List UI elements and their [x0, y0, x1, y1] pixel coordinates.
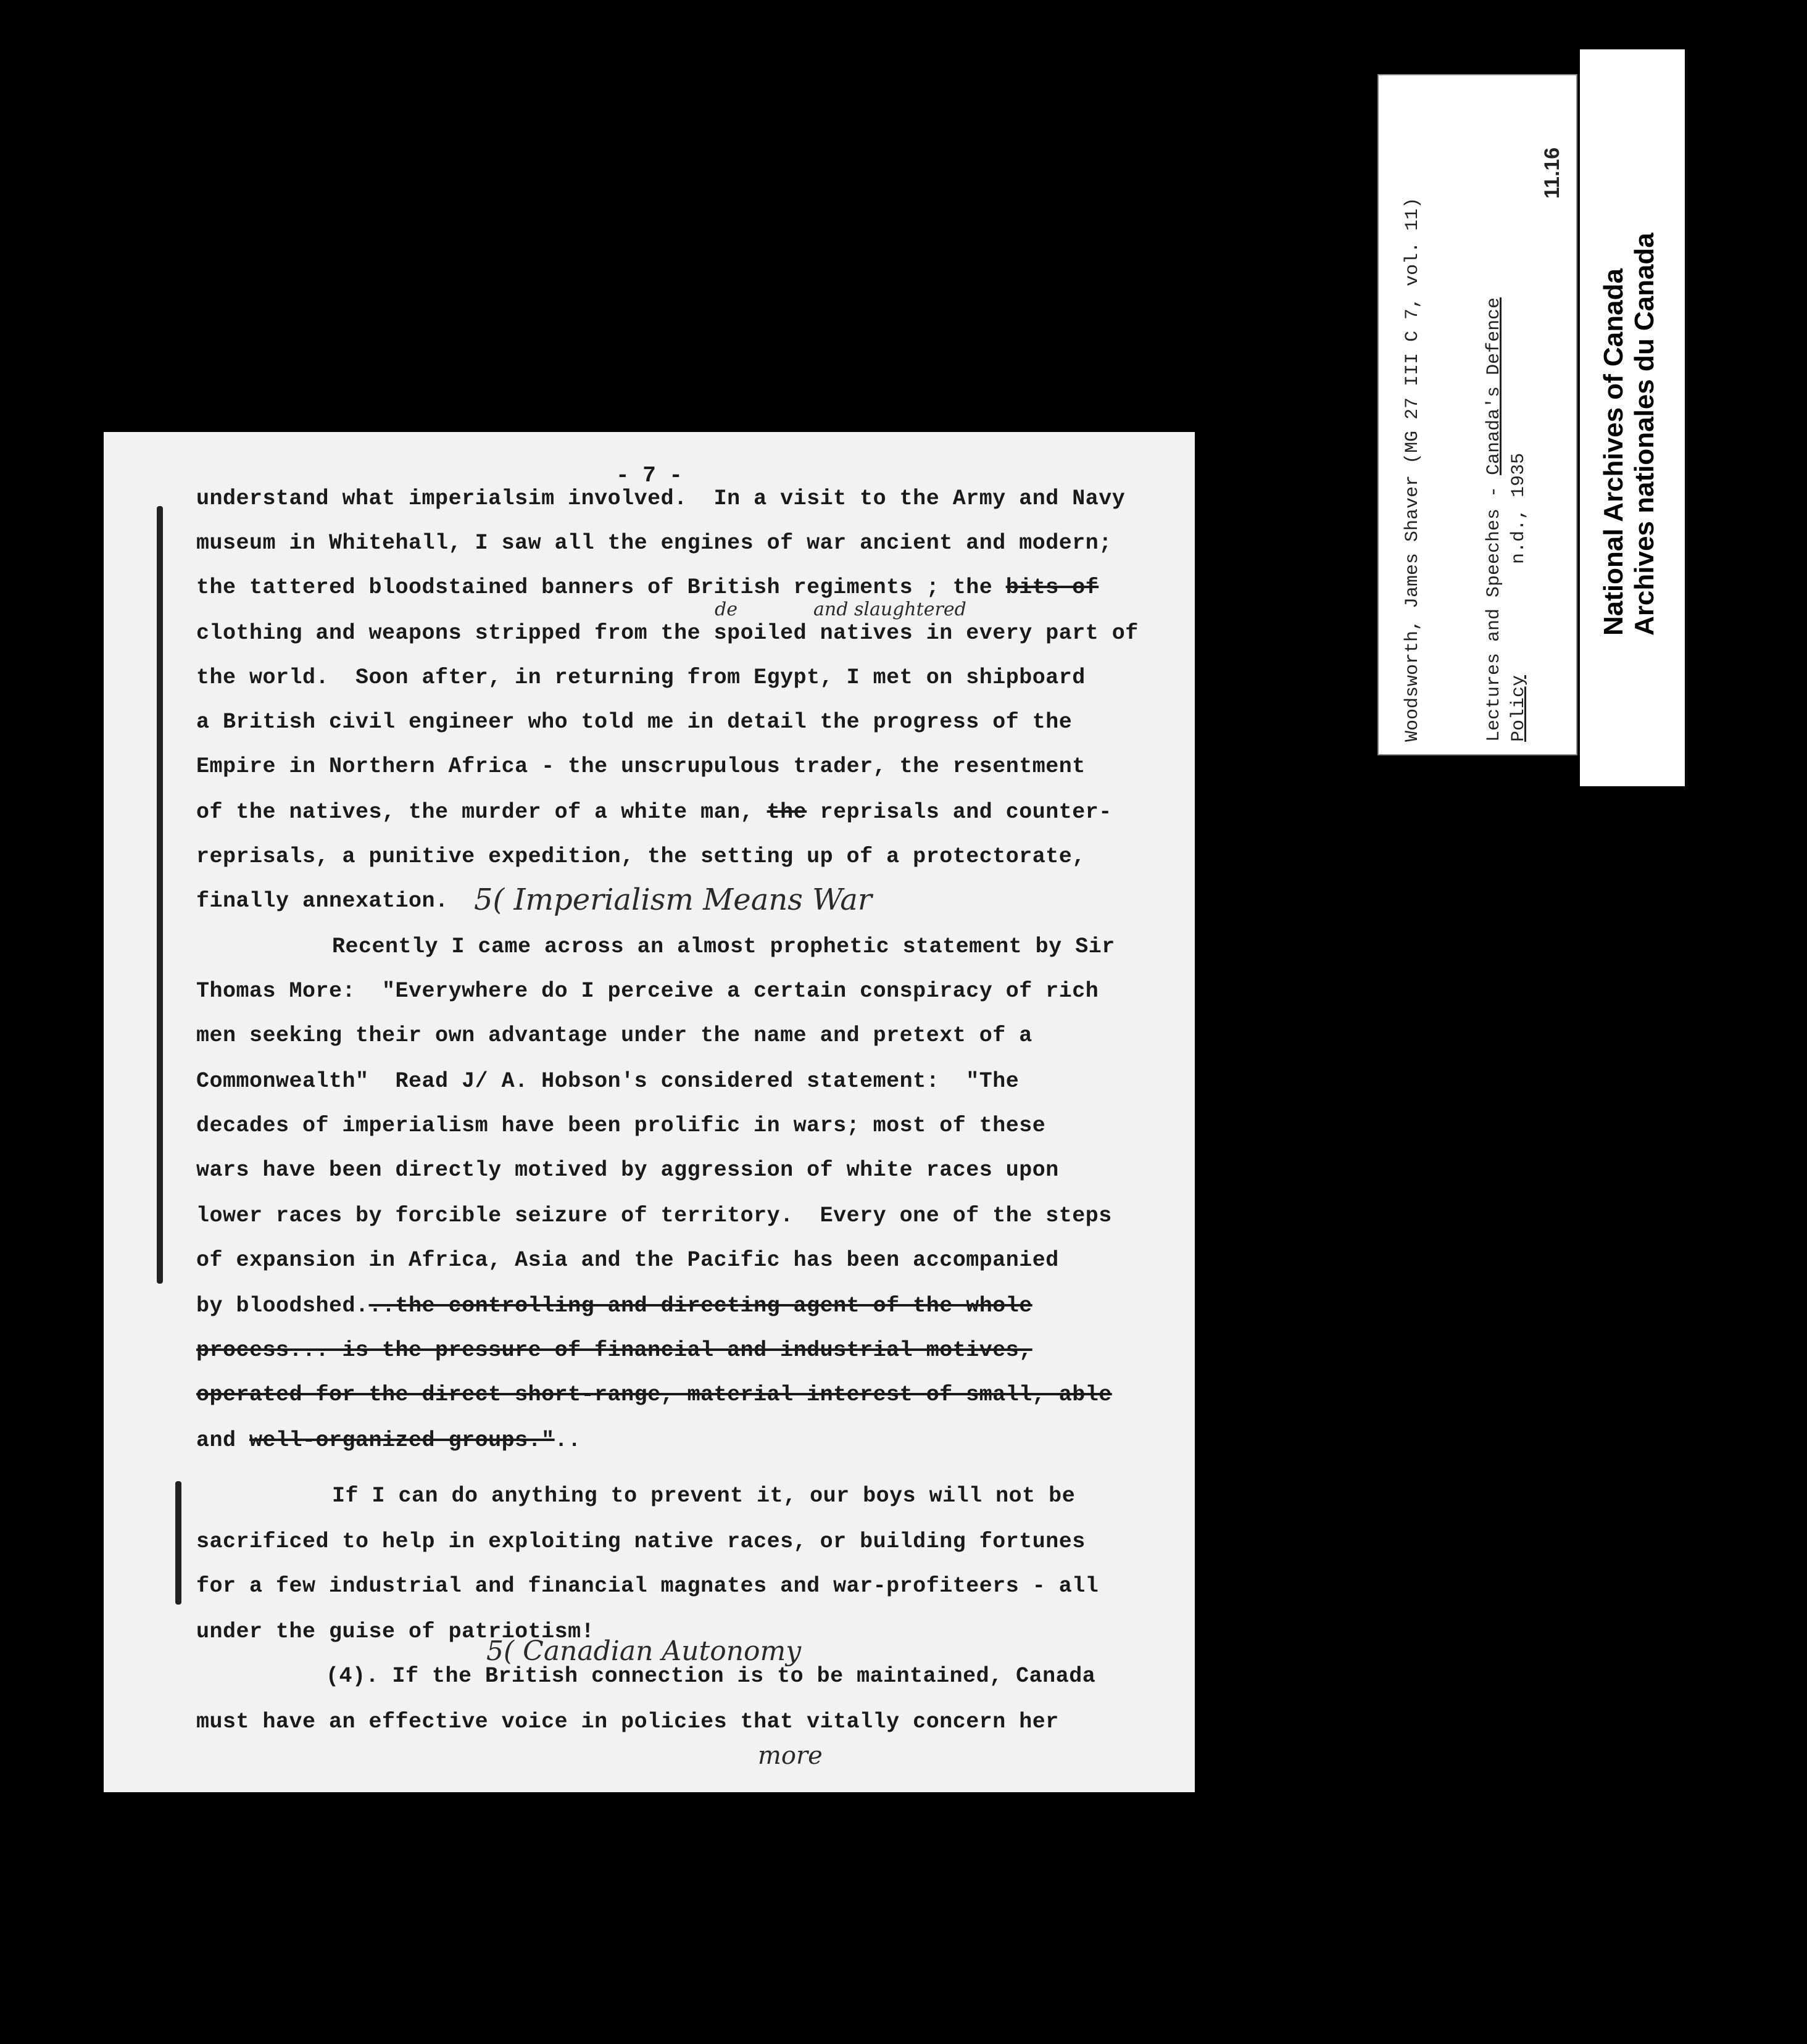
text-line-22-end: .. — [554, 1428, 581, 1453]
margin-bracket-1 — [157, 506, 163, 1284]
archives-name — [1598, 233, 1660, 636]
text-line-15: decades of imperialism have been prolific in wars; most of these — [196, 1113, 1046, 1138]
struck-text-3: ..the controlling and directing agent of the whole — [368, 1294, 1032, 1318]
text-line-22 — [196, 1428, 581, 1453]
archives-canada-stamp — [1580, 49, 1685, 786]
text-line-10: finally annexation. — [196, 889, 449, 913]
text-line-5: the world. Soon after, in returning from Egypt, I met on shipboard — [196, 665, 1086, 690]
struck-text-1: bits of — [1005, 575, 1099, 600]
text-line-18: of expansion in Africa, Asia and the Pacific has been accompanied — [196, 1248, 1059, 1273]
text-line-22-main: and — [196, 1428, 250, 1453]
text-line-28: must have an effective voice in policies that vitally concern her — [196, 1710, 1059, 1734]
archives-name-fr: Archives nationales du Canada — [1629, 233, 1660, 636]
label-line-3b: n.d., 1935 — [1508, 452, 1529, 564]
text-line-24: sacrificed to help in exploiting native races, or building fortunes — [196, 1529, 1086, 1554]
text-line-26: under the guise of patriotism! — [196, 1619, 595, 1644]
text-line-14: Commonwealth" Read J/ A. Hobson's considered statement: "The — [196, 1069, 1020, 1094]
text-line-6: a British civil engineer who told me in detail the progress of the — [196, 710, 1073, 734]
text-line-9: reprisals, a punitive expedition, the setting up of a protectorate, — [196, 844, 1086, 869]
label-line-2b: Canada's Defence — [1484, 297, 1505, 475]
text-line-27: (4). If the British connection is to be maintained, Canada — [326, 1664, 1096, 1689]
text-line-8-main: of the natives, the murder of a white man, — [196, 800, 767, 825]
text-line-3-main: the tattered bloodstained banners of British regiments ; the — [196, 575, 1006, 600]
archive-label-card — [1377, 74, 1577, 755]
handwritten-imperialism-note: 5( Imperialism Means War — [474, 883, 872, 917]
text-line-21: operated for the direct short-range, material interest of small, able — [196, 1382, 1112, 1407]
text-line-17: lower races by forcible seizure of territory. Every one of the steps — [196, 1203, 1112, 1228]
text-line-19-main: by bloodshed. — [196, 1294, 369, 1318]
struck-text-4: well-organized groups." — [249, 1428, 555, 1453]
label-line-3a: Policy — [1508, 675, 1529, 742]
text-line-25: for a few industrial and financial magnates and war-profiteers - all — [196, 1574, 1099, 1598]
text-line-19 — [196, 1294, 1032, 1318]
text-line-1: understand what imperialsim involved. In a visit to the Army and Navy — [196, 486, 1126, 511]
handwritten-more: more — [758, 1742, 823, 1770]
archives-name-en: National Archives of Canada — [1598, 268, 1629, 636]
handwritten-de: de — [715, 599, 737, 620]
text-line-20: process... is the pressure of financial and industrial motives, — [196, 1338, 1032, 1363]
text-line-2: museum in Whitehall, I saw all the engines of war ancient and modern; — [196, 531, 1112, 555]
text-line-4: clothing and weapons stripped from the spoiled natives in every part of — [196, 621, 1139, 646]
text-line-3 — [196, 575, 1099, 600]
text-line-12: Thomas More: "Everywhere do I perceive a certain conspiracy of rich — [196, 979, 1099, 1003]
handwritten-slaughtered: and slaughtered — [813, 599, 966, 620]
label-line-2a: Lectures and Speeches - — [1484, 475, 1505, 742]
label-code: 11.16 — [1540, 147, 1564, 199]
text-line-13: men seeking their own advantage under the name and pretext of a — [196, 1023, 1032, 1048]
text-line-23: If I can do anything to prevent it, our boys will not be — [332, 1484, 1076, 1508]
text-line-7: Empire in Northern Africa - the unscrupulous trader, the resentment — [196, 754, 1086, 779]
label-line-2 — [1484, 297, 1505, 742]
label-line-3 — [1508, 453, 1529, 742]
margin-bracket-2 — [175, 1481, 181, 1605]
struck-text-2: the — [766, 800, 807, 825]
text-line-11: Recently I came across an almost prophetic statement by Sir — [332, 934, 1115, 959]
label-line-1: Woodsworth, James Shaver (MG 27 III C 7, vol. 11) — [1402, 197, 1423, 742]
text-line-8-end: reprisals and counter- — [807, 800, 1112, 825]
document-page — [104, 432, 1195, 1792]
text-line-16: wars have been directly motived by aggression of white races upon — [196, 1158, 1059, 1182]
text-line-8 — [196, 800, 1112, 825]
page-number: - 7 - — [615, 463, 683, 488]
handwritten-autonomy-note: 5( Canadian Autonomy — [486, 1635, 802, 1667]
